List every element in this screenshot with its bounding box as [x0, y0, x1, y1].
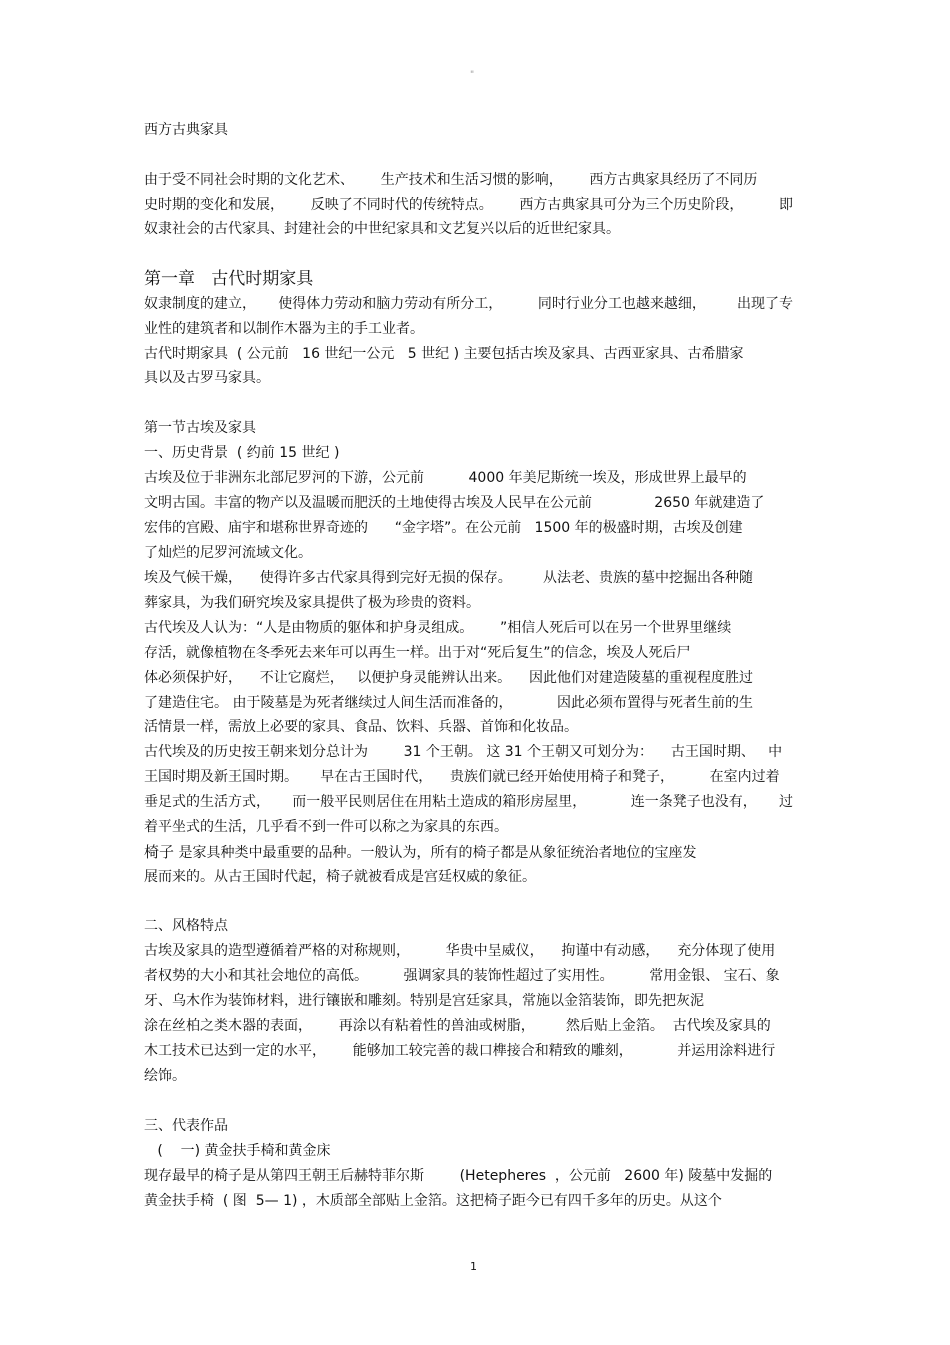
- style-line: 木工技术已达到一定的水平， 能够加工较完善的裁口榫接合和精致的雕刻， 并运用涂料进行: [144, 1043, 776, 1059]
- header-mark: ": [470, 70, 475, 80]
- chair-text: 是家具种类中最重要的品种。一般认为，所有的椅子都是从象征统治者地位的宝座发: [174, 845, 697, 861]
- body-line: 葬家具，为我们研究埃及家具提供了极为珍贵的资料。: [144, 595, 480, 611]
- body-line: 王国时期及新王国时期。 早在古王国时代， 贵族们就已经开始使用椅子和凳子， 在室内过着: [144, 769, 780, 785]
- works-line: 黄金扶手椅 ( 图 5— 1) ，木质部全部贴上金箔。这把椅子距今已有四千多年的历史。从这个: [144, 1193, 722, 1209]
- subsection-works: 三、代表作品: [144, 1118, 228, 1134]
- body-line: 存活，就像植物在冬季死去来年可以再生一样。出于对“死后复生”的信念，埃及人死后尸: [144, 645, 691, 661]
- body-line: 了灿烂的尼罗河流域文化。: [144, 545, 312, 561]
- body-line: 古代埃及人认为：“人是由物质的躯体和护身灵组成。 ”相信人死后可以在另一个世界里继续: [144, 620, 732, 636]
- style-line: 者权势的大小和其社会地位的高低。 强调家具的装饰性超过了实用性。 常用金银、 宝石、象: [144, 968, 780, 984]
- style-line: 涂在丝柏之类木器的表面， 再涂以有粘着性的兽油或树脂， 然后贴上金箔。 古代埃及家具的: [144, 1018, 771, 1034]
- body-line: 宏伟的宫殿、庙宇和堪称世界奇迹的 “金字塔”。在公元前 1500 年的极盛时期，古埃及创建: [144, 520, 743, 536]
- chapter-line-3: 古代时期家具 ( 公元前 16 世纪一公元 5 世纪 ) 主要包括古埃及家具、古西亚家具、古希腊家: [144, 346, 744, 362]
- style-line: 绘饰。: [144, 1068, 186, 1084]
- chair-paragraph-line-1: [144, 842, 696, 863]
- style-line: 古埃及家具的造型遵循着严格的对称规则， 华贵中呈威仪， 拘谨中有动感， 充分体现了使用: [144, 943, 776, 959]
- intro-line-3: 奴隶社会的古代家具、封建社会的中世纪家具和文艺复兴以后的近世纪家具。: [144, 221, 620, 237]
- chair-term: 椅子: [144, 843, 175, 861]
- chapter-line-1: 奴隶制度的建立， 使得体力劳动和脑力劳动有所分工， 同时行业分工也越来越细， 出现了专: [144, 296, 794, 312]
- doc-title: 西方古典家具: [144, 122, 228, 138]
- section-title: 第一节古埃及家具: [144, 420, 256, 436]
- body-line: 埃及气候干燥， 使得许多古代家具得到完好无损的保存。 从法老、贵族的墓中挖掘出各种随: [144, 570, 753, 586]
- intro-line-1: 由于受不同社会时期的文化艺术、 生产技术和生活习惯的影响， 西方古典家具经历了不同历: [144, 172, 758, 188]
- body-line: 垂足式的生活方式， 而一般平民则居住在用粘土造成的箱形房屋里， 连一条凳子也没有， 过: [144, 794, 794, 810]
- style-line: 牙、乌木作为装饰材料，进行镶嵌和雕刻。特别是宫廷家具，常施以金箔装饰，即先把灰泥: [144, 993, 704, 1009]
- chapter-line-4: 具以及古罗马家具。: [144, 370, 270, 386]
- works-line: 现存最早的椅子是从第四王朝王后赫特菲尔斯 (Hetepheres ，公元前 2600 年) 陵墓中发掘的: [144, 1168, 773, 1184]
- chapter-line-2: 业性的建筑者和以制作木器为主的手工业者。: [144, 321, 424, 337]
- body-line: 体必须保护好， 不让它腐烂， 以便护身灵能辨认出来。 因此他们对建造陵墓的重视程度胜过: [144, 670, 753, 686]
- body-line: 古代埃及的历史按王朝来划分总计为 31 个王朝。 这 31 个王朝又可划分为： 古王国时期、 中: [144, 744, 783, 760]
- body-line: 着平坐式的生活，几乎看不到一件可以称之为家具的东西。: [144, 819, 508, 835]
- body-line: 文明古国。丰富的物产以及温暖而肥沃的土地使得古埃及人民早在公元前 2650 年就建造了: [144, 495, 765, 511]
- works-subtitle: ( 一) 黄金扶手椅和黄金床: [144, 1143, 331, 1159]
- subsection-history: 一、历史背景 ( 约前 15 世纪 ): [144, 445, 340, 461]
- body-line: 活情景一样，需放上必要的家具、食品、饮料、兵器、首饰和化妆品。: [144, 719, 578, 735]
- subsection-style: 二、风格特点: [144, 918, 228, 934]
- body-line: 了建造住宅。 由于陵墓是为死者继续过人间生活而准备的， 因此必须布置得与死者生前的生: [144, 695, 753, 711]
- intro-line-2: 史时期的变化和发展， 反映了不同时代的传统特点。 西方古典家具可分为三个历史阶段， 即: [144, 197, 794, 213]
- chapter-title: 第一章 古代时期家具: [144, 269, 314, 289]
- page-number: 1: [470, 1260, 477, 1273]
- body-line: 古埃及位于非洲东北部尼罗河的下游，公元前 4000 年美尼斯统一埃及，形成世界上最早的: [144, 470, 747, 486]
- chair-paragraph-line-2: 展而来的。从古王国时代起，椅子就被看成是宫廷权威的象征。: [144, 869, 536, 885]
